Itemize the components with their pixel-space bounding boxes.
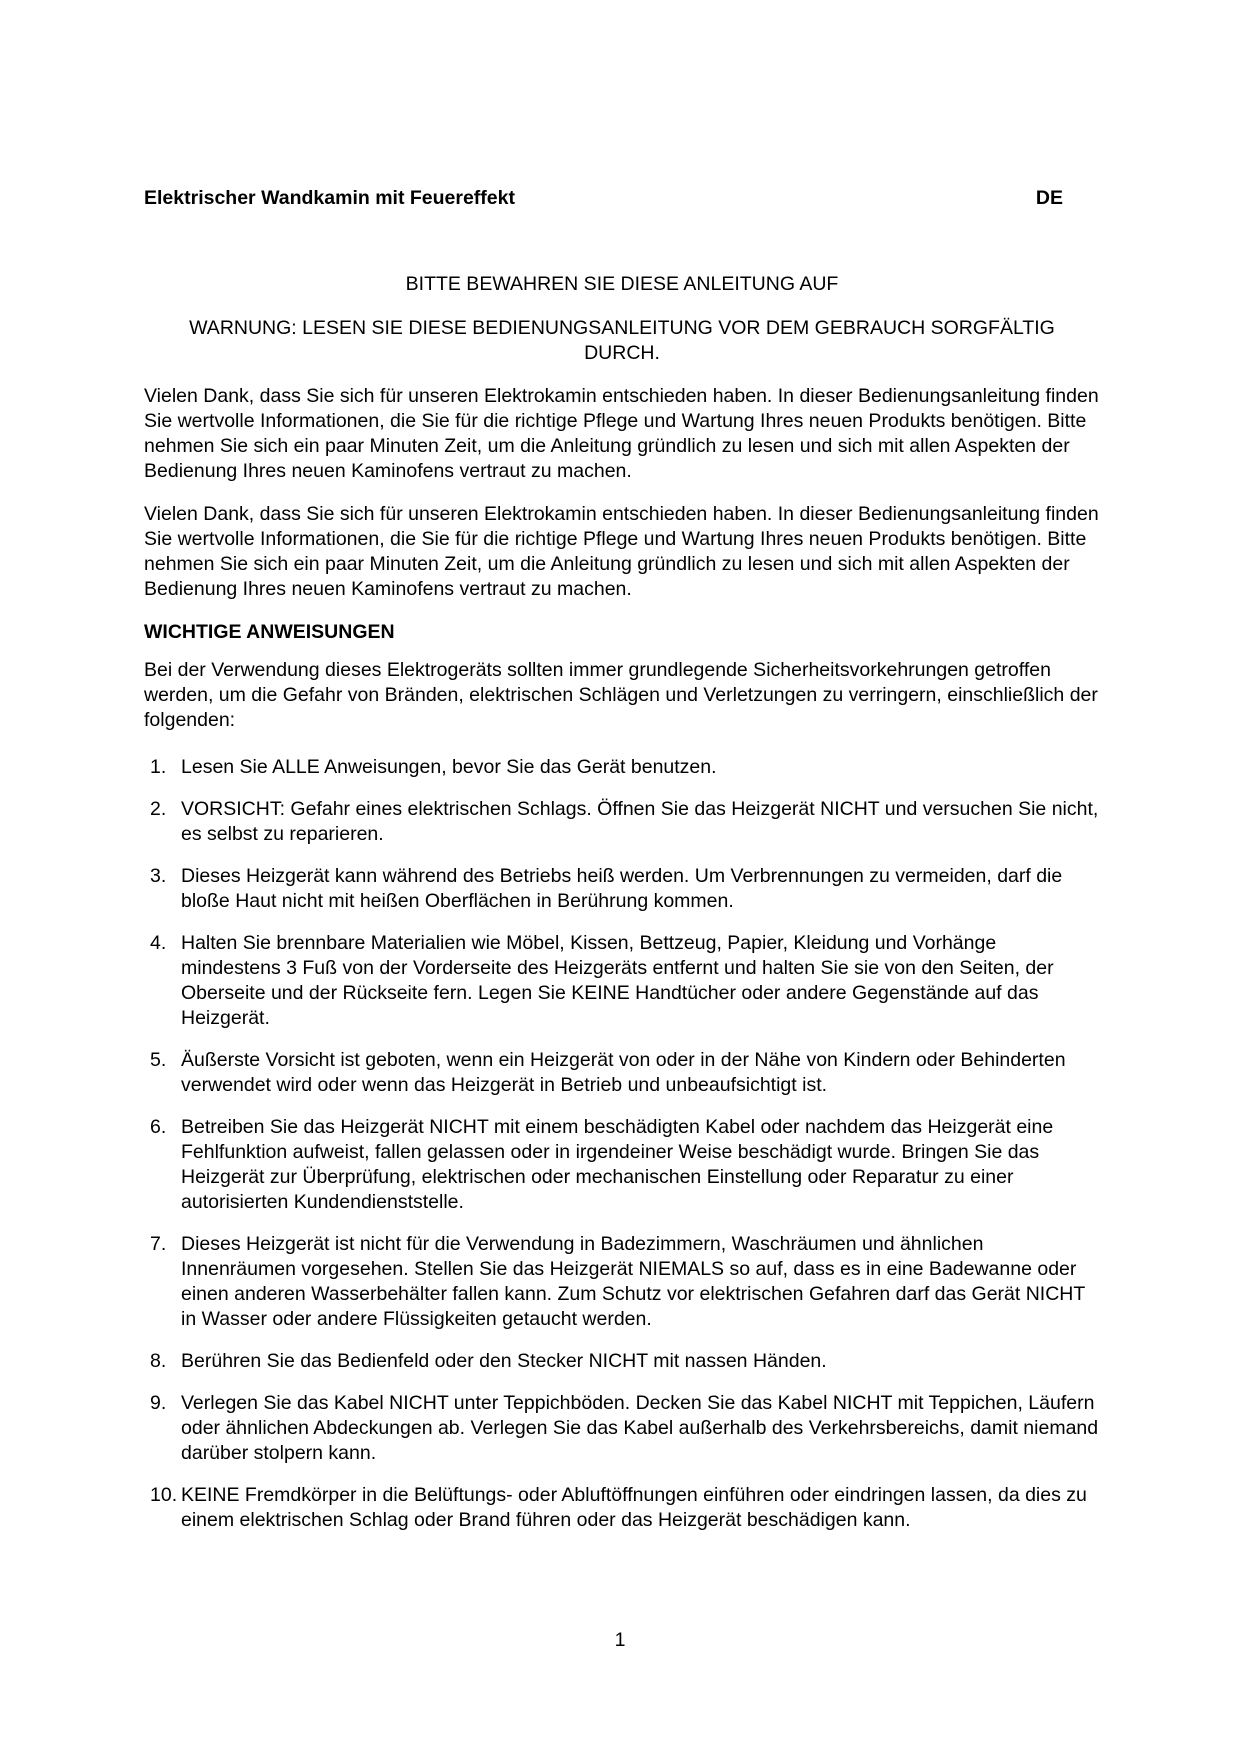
- instruction-item: [150, 1048, 1100, 1098]
- instruction-item: [150, 1115, 1100, 1215]
- item-number: 10.: [150, 1484, 178, 1506]
- instructions-lead-paragraph: Bei der Verwendung dieses Elektrogeräts sollten immer grundlegende Sicherheitsvorkehrungen getroffen werden, um die Gefahr von Bränden, elektrischen Schlägen und Verletzungen zu verringern, einschließlich der folgenden:: [144, 659, 1098, 731]
- instruction-item: [150, 1483, 1100, 1533]
- item-number: 8.: [150, 1350, 167, 1372]
- item-text: Lesen Sie ALLE Anweisungen, bevor Sie das Gerät benutzen.: [181, 756, 717, 778]
- document-header: [144, 186, 1100, 211]
- save-instructions-notice: BITTE BEWAHREN SIE DIESE ANLEITUNG AUF: [405, 273, 839, 295]
- item-number: 1.: [150, 756, 167, 778]
- item-number: 4.: [150, 932, 167, 954]
- item-text: Dieses Heizgerät kann während des Betriebs heiß werden. Um Verbrennungen zu vermeiden, darf die bloße Haut nicht mit heißen Oberflächen in Berührung kommen.: [181, 865, 1063, 912]
- intro-paragraph-2: Vielen Dank, dass Sie sich für unseren Elektrokamin entschieden haben. In dieser Bedienungsanleitung finden Sie wertvolle Informationen, die Sie für die richtige Pflege und Wartung Ihres neuen Produkts benötigen. Bitte nehmen Sie sich ein paar Minuten Zeit, um die Anleitung gründlich zu lesen und sich mit allen Aspekten der Bedienung Ihres neuen Kaminofens vertraut zu machen.: [144, 503, 1099, 600]
- item-text: Berühren Sie das Bedienfeld oder den Stecker NICHT mit nassen Händen.: [181, 1350, 827, 1372]
- item-number: 2.: [150, 798, 167, 820]
- item-text: Halten Sie brennbare Materialien wie Möbel, Kissen, Bettzeug, Papier, Kleidung und Vorhänge mindestens 3 Fuß von der Vorderseite des Heizgeräts entfernt und halten Sie sie von den Seiten, der Oberseite und der Rückseite fern. Legen Sie KEINE Handtücher oder andere Gegenstände auf das Heizgerät.: [181, 932, 1054, 1029]
- intro-paragraph-1: Vielen Dank, dass Sie sich für unseren Elektrokamin entschieden haben. In dieser Bedienungsanleitung finden Sie wertvolle Informationen, die Sie für die richtige Pflege und Wartung Ihres neuen Produkts benötigen. Bitte nehmen Sie sich ein paar Minuten Zeit, um die Anleitung gründlich zu lesen und sich mit allen Aspekten der Bedienung Ihres neuen Kaminofens vertraut zu machen.: [144, 385, 1099, 482]
- page-number: 1: [614, 1629, 626, 1651]
- section-heading-important-instructions: WICHTIGE ANWEISUNGEN: [144, 621, 395, 643]
- document-title: Elektrischer Wandkamin mit Feuereffekt: [144, 187, 515, 209]
- item-text: Verlegen Sie das Kabel NICHT unter Teppichböden. Decken Sie das Kabel NICHT mit Teppichen, Läufern oder ähnlichen Abdeckungen ab. Verlegen Sie das Kabel außerhalb des Verkehrsbereichs, damit niemand darüber stolpern kann.: [181, 1392, 1099, 1464]
- warning-notice: WARNUNG: LESEN SIE DIESE BEDIENUNGSANLEITUNG VOR DEM GEBRAUCH SORGFÄLTIG DURCH.: [189, 317, 1055, 364]
- item-number: 3.: [150, 865, 167, 887]
- instruction-item: [150, 931, 1100, 1031]
- instructions-list: [150, 755, 1100, 1533]
- instruction-item: [150, 797, 1100, 847]
- instruction-item: [150, 864, 1100, 914]
- instruction-item: [150, 755, 1100, 780]
- item-text: Betreiben Sie das Heizgerät NICHT mit einem beschädigten Kabel oder nachdem das Heizgerät eine Fehlfunktion aufweist, fallen gelassen oder in irgendeiner Weise beschädigt wurde. Bringen Sie das Heizgerät zur Überprüfung, elektrischen oder mechanischen Einstellung oder Reparatur zu einer autorisierten Kundendienststelle.: [181, 1116, 1054, 1213]
- instruction-item: [150, 1349, 1100, 1374]
- item-number: 9.: [150, 1392, 167, 1414]
- instruction-item: [150, 1391, 1100, 1466]
- item-text: KEINE Fremdkörper in die Belüftungs- oder Abluftöffnungen einführen oder eindringen lassen, da dies zu einem elektrischen Schlag oder Brand führen oder das Heizgerät beschädigen kann.: [181, 1484, 1087, 1531]
- item-text: Äußerste Vorsicht ist geboten, wenn ein Heizgerät von oder in der Nähe von Kindern oder Behinderten verwendet wird oder wenn das Heizgerät in Betrieb und unbeaufsichtigt ist.: [181, 1049, 1066, 1096]
- item-text: VORSICHT: Gefahr eines elektrischen Schlags. Öffnen Sie das Heizgerät NICHT und versuchen Sie nicht, es selbst zu reparieren.: [181, 798, 1099, 845]
- item-text: Dieses Heizgerät ist nicht für die Verwendung in Badezimmern, Waschräumen und ähnlichen Innenräumen vorgesehen. Stellen Sie das Heizgerät NIEMALS so auf, dass es in eine Badewanne oder einen anderen Wasserbehälter fallen kann. Zum Schutz vor elektrischen Gefahren darf das Gerät NICHT in Wasser oder andere Flüssigkeiten getaucht werden.: [181, 1233, 1085, 1330]
- item-number: 6.: [150, 1116, 167, 1138]
- item-number: 5.: [150, 1049, 167, 1071]
- item-number: 7.: [150, 1233, 167, 1255]
- language-code: DE: [1035, 187, 1063, 209]
- instruction-item: [150, 1232, 1100, 1332]
